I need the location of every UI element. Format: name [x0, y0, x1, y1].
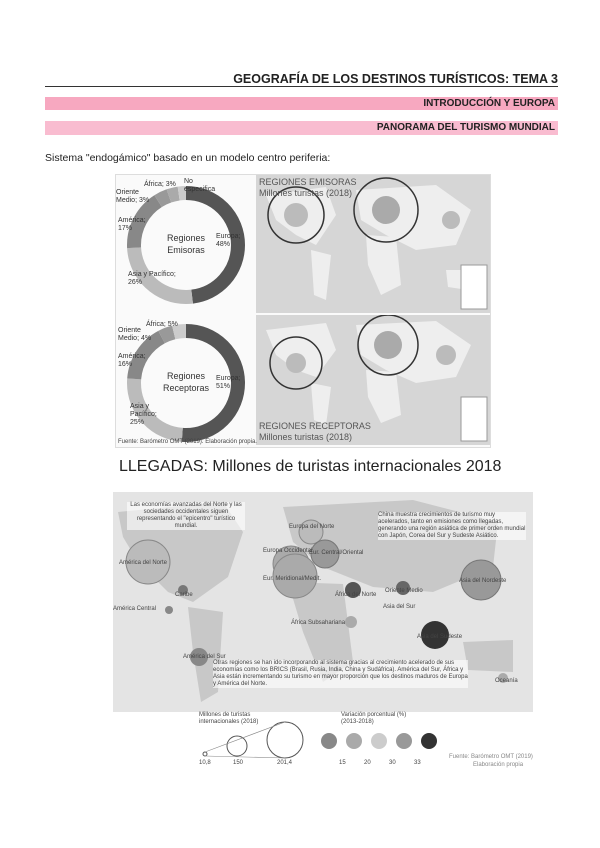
legend-size-circles: [199, 720, 319, 762]
header-divider: [45, 86, 558, 87]
emisoras-map-title: REGIONES EMISORAS: [259, 177, 357, 187]
llegadas-infographic: [113, 458, 533, 770]
region-america-sur: América del Sur: [183, 654, 226, 660]
region-asia-sur: Asia del Sur: [383, 604, 416, 610]
region-europa-norte: Europa del Norte: [289, 524, 335, 530]
receptoras-center-2: Receptoras: [162, 383, 210, 393]
note-brics: Otras regiones se han ido incorporando al sistema gracias al crecimiento acelerado de sus economías como los BRICS (Brasil, Rusia, India, China y Sudáfrica). América del Sur, África y Asia están incrementando su turismo en mayor proporción que los destinos maduros de Europa y América del Norte.: [213, 660, 468, 687]
region-africa-subsahariana: África Subsahariana: [291, 620, 346, 626]
centro-periferia-figure: [115, 174, 491, 448]
receptoras-map-subtitle: Millones turistas (2018): [259, 432, 353, 442]
receptoras-label-africa: África; 5%: [146, 321, 178, 328]
region-europa-central: Eur. Central/Oriental: [309, 550, 364, 556]
receptoras-map: [256, 315, 490, 445]
region-america-norte: América del Norte: [119, 560, 168, 566]
legend-var-circles: [319, 730, 439, 752]
emisoras-label-asia: Asia y Pacífico; 26%: [128, 271, 176, 286]
region-europa-meridional: Eur. Meridional/Medit.: [263, 576, 322, 582]
section-title: INTRODUCCIÓN Y EUROPA: [423, 98, 555, 109]
receptoras-map-title: REGIONES RECEPTORAS: [259, 421, 371, 431]
emisoras-label-europa: Europa; 48%: [216, 233, 241, 248]
region-africa-norte: África del Norte: [335, 592, 377, 598]
llegadas-source-2: Elaboración propia: [473, 762, 524, 768]
intro-text: Sistema "endogámico" basado en un modelo centro periferia:: [45, 152, 331, 164]
legend-var-title: Variación porcentual (%) (2013-2018): [341, 712, 407, 725]
receptoras-label-asia: Asia y Pacífico; 25%: [130, 403, 157, 426]
receptoras-source: Fuente: Barómetro OMT (2019). Elaboración propia.: [118, 439, 257, 445]
region-oceania: Oceanía: [495, 678, 518, 684]
document-title: GEOGRAFÍA DE LOS DESTINOS TURÍSTICOS: TEMA 3: [233, 72, 558, 86]
receptoras-center-1: Regiones: [166, 371, 206, 381]
legend-size-value-1: 10,8: [199, 760, 211, 766]
receptoras-label-europa: Europa; 51%: [216, 375, 241, 390]
emisoras-center-1: Regiones: [166, 233, 206, 243]
region-asia-sudeste: Asia del Sudeste: [417, 634, 463, 640]
region-oriente-medio: Oriente Medio: [385, 588, 423, 594]
legend-size-title: Millones de turistas internacionales (2018): [199, 712, 259, 725]
llegadas-title: LLEGADAS: Millones de turistas internacionales 2018: [119, 458, 502, 475]
legend-var-value-3: 30: [389, 760, 396, 766]
emisoras-label-africa: África; 3%: [144, 181, 176, 188]
emisoras-map: [256, 175, 490, 313]
llegadas-map: [113, 492, 533, 712]
subsection-title: PANORAMA DEL TURISMO MUNDIAL: [376, 122, 555, 133]
receptoras-label-oriente: Oriente Medio; 4%: [118, 327, 152, 342]
legend-size-value-3: 201,4: [277, 760, 293, 766]
section-band: [45, 97, 558, 110]
subsection-band: [45, 121, 558, 135]
llegadas-source-1: Fuente: Barómetro OMT (2019): [449, 754, 533, 760]
legend-size-value-2: 150: [233, 760, 244, 766]
legend-var-value-1: 15: [339, 760, 346, 766]
note-china: China muestra crecimientos de turismo muy acelerados, tanto en emisiones como llegadas, generando una región asiática de primer orden mundial con Japón, Corea del Sur y Sudeste Asiático.: [378, 512, 526, 539]
receptoras-label-america: América; 16%: [118, 353, 146, 368]
region-america-central: América Central: [113, 606, 157, 612]
emisoras-label-america: América; 17%: [118, 217, 146, 232]
region-europa-occidental: Europa Occidental: [263, 548, 313, 554]
emisoras-label-noesp: No especifica: [184, 178, 216, 193]
legend-var-value-2: 20: [364, 760, 371, 766]
region-asia-nordeste: Asia del Nordeste: [459, 578, 507, 584]
emisoras-label-oriente: Oriente Medio; 3%: [116, 189, 150, 204]
legend-var-value-4: 33: [414, 760, 421, 766]
emisoras-center-2: Emisoras: [167, 245, 205, 255]
emisoras-map-subtitle: Millones turistas (2018): [259, 188, 353, 198]
note-epicentro: Las economías avanzadas del Norte y las sociedades occidentales siguen representando el "epicentro" turístico mundial.: [127, 502, 245, 530]
region-caribe: Caribe: [175, 592, 193, 598]
